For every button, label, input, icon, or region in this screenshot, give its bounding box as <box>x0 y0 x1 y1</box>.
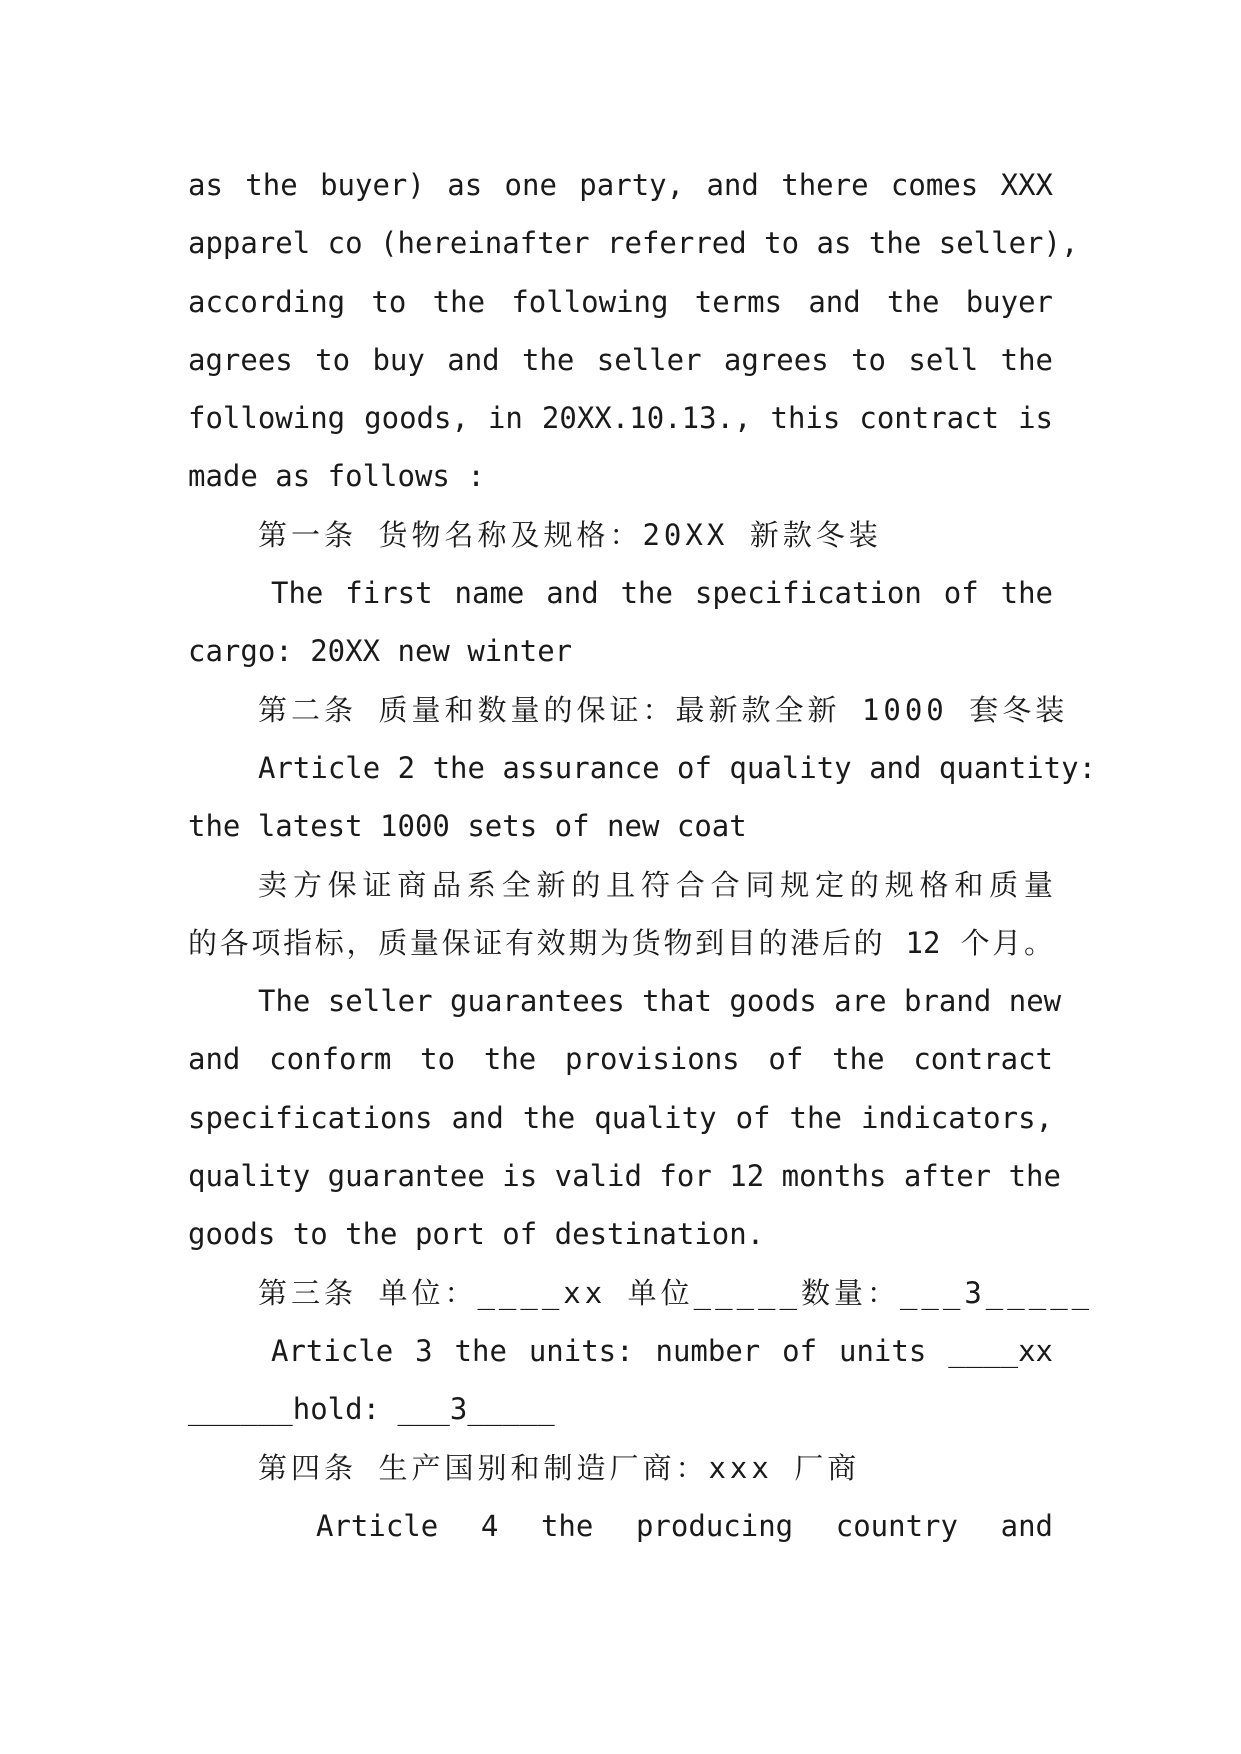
text-line: the latest 1000 sets of new coat <box>188 809 747 844</box>
article-heading: 第一条 货物名称及规格：20XX 新款冬装 <box>258 517 882 552</box>
text-line: Article 3 the units: number of units ____xx <box>271 1333 1053 1368</box>
text-line: agrees to buy and the seller agrees to sell the <box>188 342 1053 377</box>
text-line: The seller guarantees that goods are brand new <box>258 984 1062 1019</box>
text-line: The first name and the specification of the <box>271 576 1053 611</box>
text-line: 的各项指标，质量保证有效期为货物到目的港后的 12 个月。 <box>188 925 1053 960</box>
text-line: ______hold: ___3_____ <box>188 1392 555 1427</box>
text-line: Article 4 the producing country and <box>316 1508 1053 1543</box>
text-line: quality guarantee is valid for 12 months after the <box>188 1159 1061 1194</box>
text-line: 卖方保证商品系全新的且符合合同规定的规格和质量 <box>258 867 1053 902</box>
document-page <box>188 156 1097 1555</box>
text-line: goods to the port of destination. <box>188 1217 765 1252</box>
article-heading: 第三条 单位：____xx 单位_____数量：___3_____ <box>258 1275 1094 1310</box>
text-line: apparel co (hereinafter referred to as the seller), <box>188 226 1079 261</box>
text-line: following goods, in 20XX.10.13., this contract is <box>188 401 1053 436</box>
text-line: and conform to the provisions of the contract <box>188 1042 1053 1077</box>
article-heading: 第四条 生产国别和制造厂商：xxx 厂商 <box>258 1450 861 1485</box>
text-line: specifications and the quality of the indicators, <box>188 1100 1053 1135</box>
text-line: made as follows : <box>188 459 485 494</box>
text-line: Article 2 the assurance of quality and quantity: <box>258 750 1097 785</box>
text-line: cargo: 20XX new winter <box>188 634 573 669</box>
text-line: according to the following terms and the buyer <box>188 284 1053 319</box>
article-heading: 第二条 质量和数量的保证：最新款全新 1000 套冬装 <box>258 692 1069 727</box>
text-line: as the buyer) as one party, and there comes XXX <box>188 168 1053 202</box>
